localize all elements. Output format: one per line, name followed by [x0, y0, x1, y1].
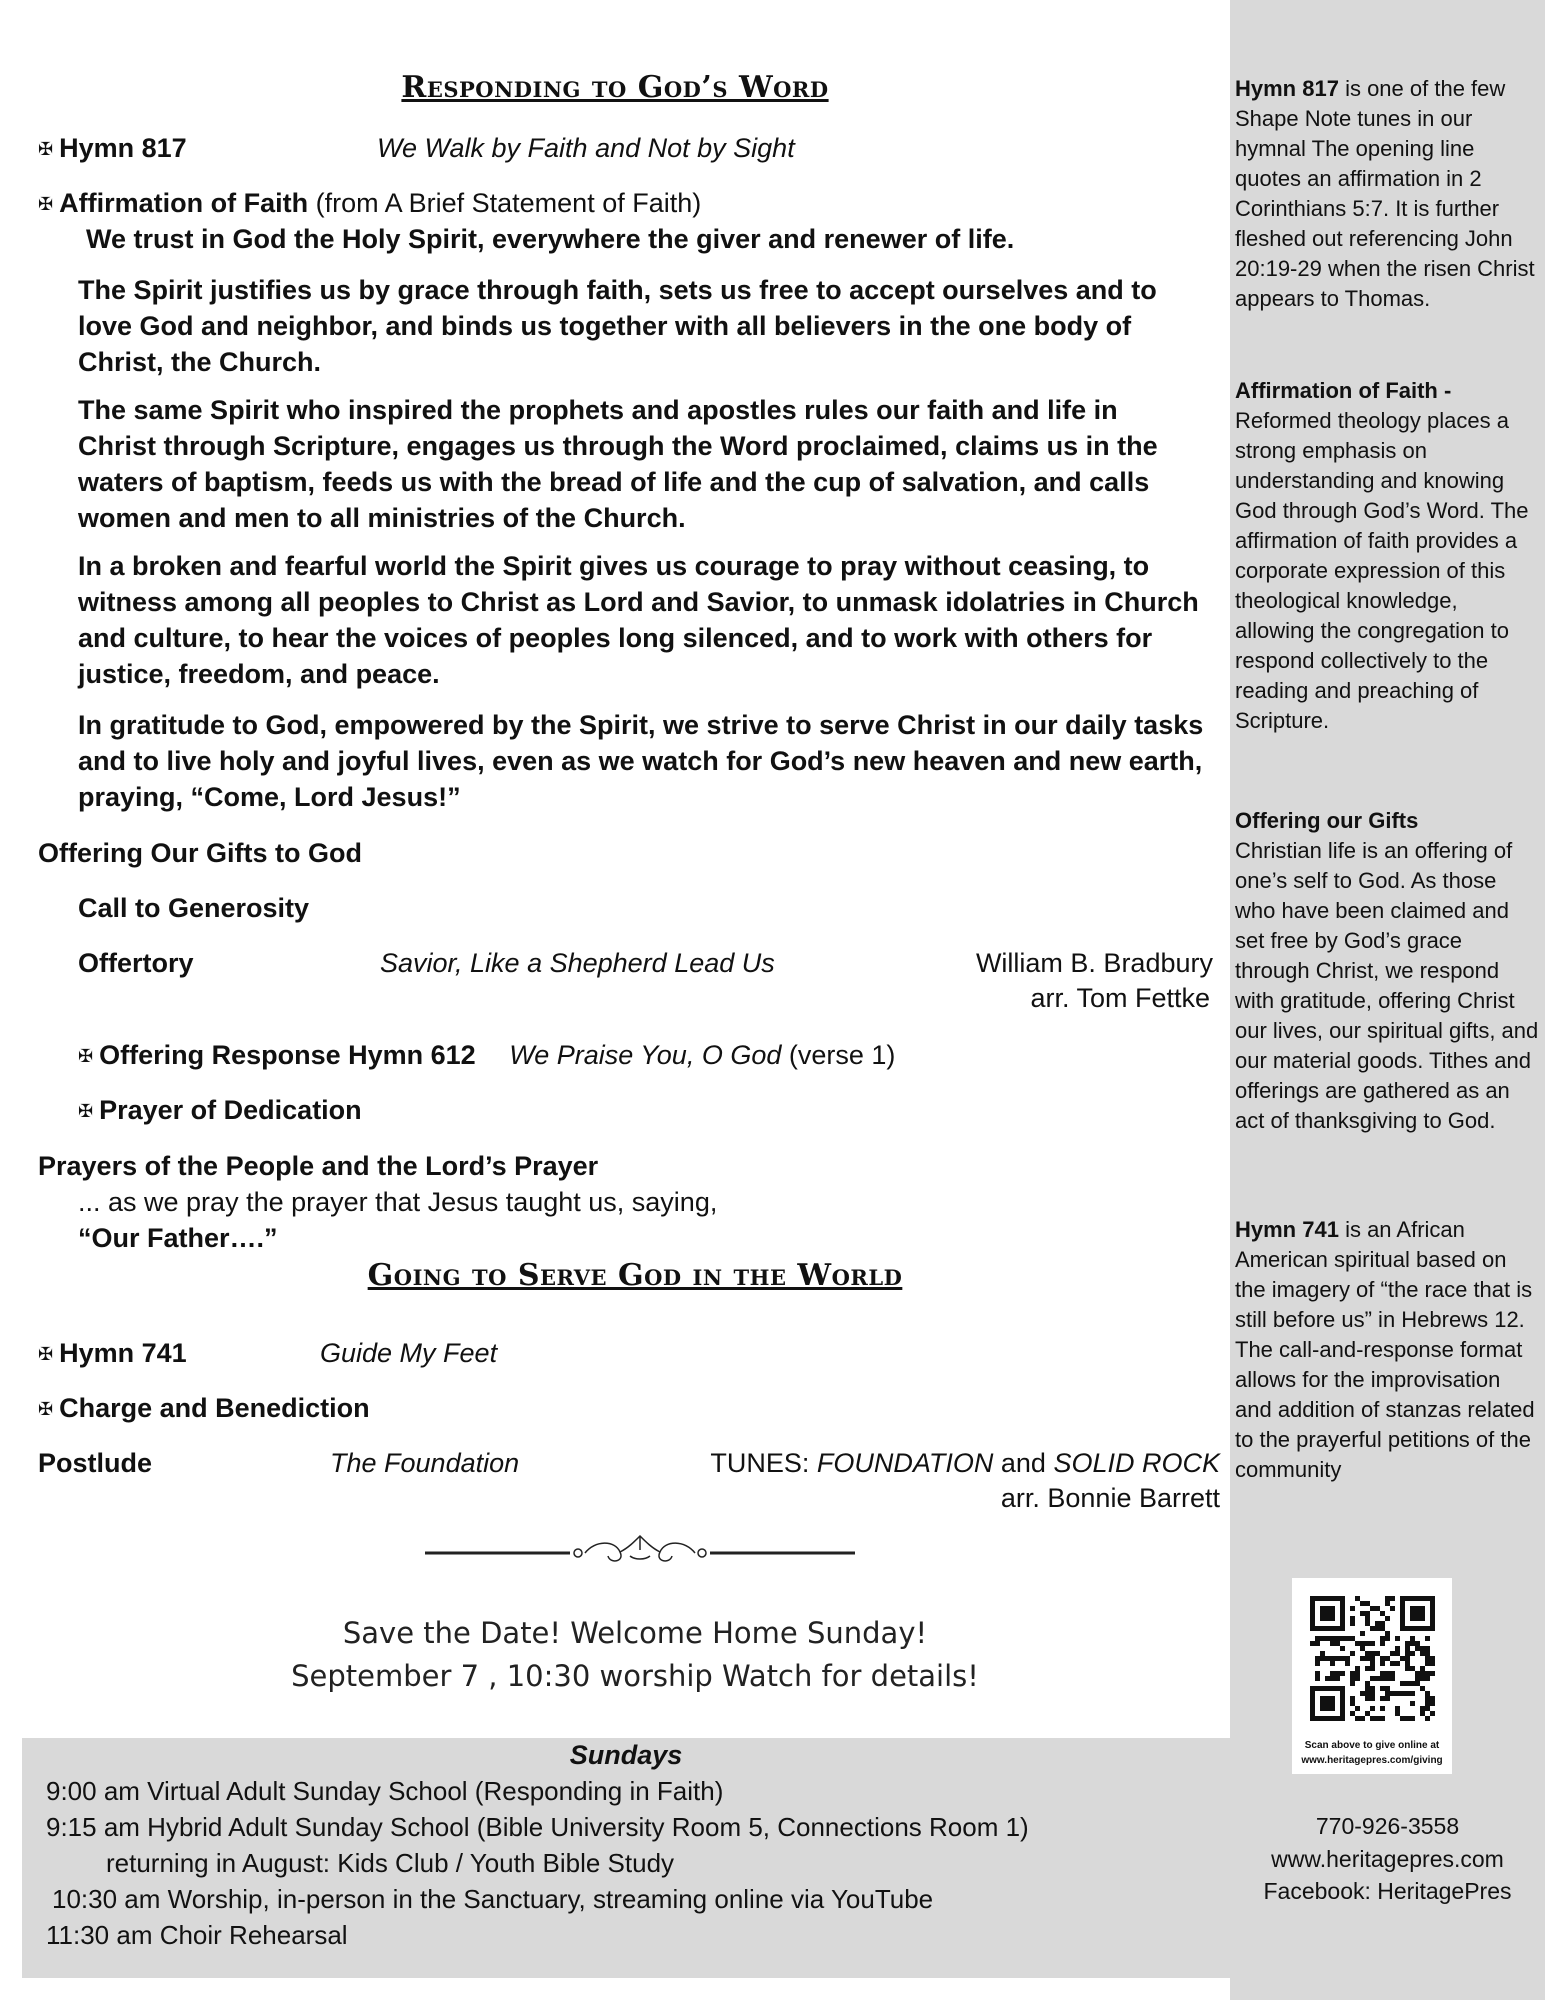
hymn-817-title: We Walk by Faith and Not by Sight	[377, 133, 795, 163]
call-to-generosity: Call to Generosity	[78, 893, 310, 923]
qr-caption: Scan above to give online at www.heritagepres.com/giving	[1301, 1740, 1443, 1766]
creed-paragraph: The Spirit justifies us by grace through faith, sets us free to accept ourselves and to love God and neighbor, and binds us together with all believers in the one body of Christ, the Church.	[78, 275, 1157, 377]
cross-icon: ✠	[78, 1101, 94, 1121]
section-title-going: Going to Serve God in the World	[367, 1258, 903, 1293]
sundays-heading: Sundays	[569, 1740, 683, 1770]
offertory-composer: William B. Bradbury	[975, 948, 1213, 978]
hymn-817-label: ✠ Hymn 817	[38, 133, 187, 163]
creed-paragraph: In a broken and fearful world the Spirit gives us courage to pray without ceasing, to witness among all peoples to Christ as Lord and Savior, to unmask idolatries in Church and culture, to hear the voices of peoples long silenced, and to work with others for justice, freedom, and peace.	[78, 551, 1199, 689]
website-link[interactable]: www.heritagepres.com	[1271, 1846, 1504, 1872]
prayer-of-dedication: ✠ Prayer of Dedication	[78, 1095, 362, 1125]
cross-icon: ✠	[38, 194, 54, 214]
charge-and-benediction: ✠ Charge and Benediction	[38, 1393, 370, 1423]
flourish-divider-icon	[420, 1530, 860, 1570]
offering-heading: Offering Our Gifts to God	[38, 838, 362, 868]
note-affirmation: Affirmation of Faith - Reformed theology places a strong emphasis on understanding and knowing God through God’s Word. The affirmation of faith provides a corporate expression of this theological knowledge, allowing the congregation to respond collectively to the reading and preaching of Scripture.	[1235, 378, 1529, 733]
offertory-arranger: arr. Tom Fettke	[1030, 983, 1210, 1013]
postlude-title: The Foundation	[330, 1448, 520, 1478]
schedule-line: 9:15 am Hybrid Adult Sunday School (Bible University Room 5, Connections Room 1)	[46, 1812, 1029, 1842]
note-hymn-817: Hymn 817 is one of the few Shape Note tunes in our hymnal The opening line quotes an affirmation in 2 Corinthians 5:7. It is further fleshed out referencing John 20:19-29 when the risen Christ appears to Thomas.	[1235, 76, 1535, 311]
sidebar-notes	[1230, 0, 1545, 2000]
offertory-label: Offertory	[78, 948, 194, 978]
save-the-date: Save the Date! Welcome Home Sunday! September 7 , 10:30 worship Watch for details!	[291, 1616, 979, 1693]
sundays-schedule	[22, 1738, 1230, 1978]
affirmation-lead: We trust in God the Holy Spirit, everywhere the giver and renewer of life.	[86, 224, 1015, 254]
schedule-line: 10:30 am Worship, in-person in the Sanctuary, streaming online via YouTube	[52, 1884, 934, 1914]
section-title-responding: Responding to God’s Word	[401, 70, 829, 105]
postlude-tunes: TUNES: FOUNDATION and SOLID ROCK	[710, 1448, 1220, 1478]
cross-icon: ✠	[38, 1344, 54, 1364]
offertory-title: Savior, Like a Shepherd Lead Us	[380, 948, 775, 978]
note-hymn-741: Hymn 741 is an African American spiritual based on the imagery of “the race that is still before us” in Hebrews 12. The call-and-response format allows for the improvisation and addition of stanzas related to the prayerful petitions of the community	[1235, 1217, 1535, 1482]
cross-icon: ✠	[78, 1046, 94, 1066]
note-offering: Offering our Gifts Christian life is an offering of one’s self to God. As those who have been claimed and set free by God’s grace through Christ, we respond with gratitude, offering Christ our lives, our spiritual gifts, and our material goods. Tithes and offerings are gathered as an act of thanksgiving to God.	[1235, 808, 1539, 1133]
qr-code-icon	[1292, 1578, 1452, 1738]
prayers-line: ... as we pray the prayer that Jesus taught us, saying,	[78, 1187, 718, 1217]
affirmation-heading: ✠ Affirmation of Faith (from A Brief Statement of Faith)	[38, 188, 702, 218]
cross-icon: ✠	[38, 1399, 54, 1419]
creed-paragraph: The same Spirit who inspired the prophets and apostles rules our faith and life in Christ through Scripture, engages us through the Word proclaimed, claims us in the waters of baptism, feeds us with the bread of life and the cup of salvation, and calls women and men to all ministries of the Church.	[78, 395, 1158, 533]
facebook-link[interactable]: Facebook: HeritagePres	[1263, 1878, 1512, 1904]
postlude-arranger: arr. Bonnie Barrett	[1000, 1483, 1220, 1513]
schedule-line: 11:30 am Choir Rehearsal	[46, 1920, 348, 1950]
hymn-741-title: Guide My Feet	[320, 1338, 498, 1368]
offering-response: ✠ Offering Response Hymn 612 We Praise You, O God (verse 1)	[78, 1040, 896, 1070]
schedule-line: returning in August: Kids Club / Youth Bible Study	[106, 1848, 675, 1878]
qr-code[interactable]	[1292, 1578, 1452, 1774]
schedule-line: 9:00 am Virtual Adult Sunday School (Responding in Faith)	[46, 1776, 724, 1806]
prayers-heading: Prayers of the People and the Lord’s Prayer	[38, 1151, 599, 1181]
phone-number: 770-926-3558	[1315, 1813, 1460, 1839]
cross-icon: ✠	[38, 139, 54, 159]
hymn-741-label: ✠ Hymn 741	[38, 1338, 187, 1368]
our-father: “Our Father….”	[78, 1223, 278, 1253]
postlude-label: Postlude	[38, 1448, 153, 1478]
creed-paragraph: In gratitude to God, empowered by the Spirit, we strive to serve Christ in our daily tasks and to live holy and joyful lives, even as we watch for God’s new heaven and new earth, praying, “Come, Lord Jesus!”	[78, 710, 1204, 812]
